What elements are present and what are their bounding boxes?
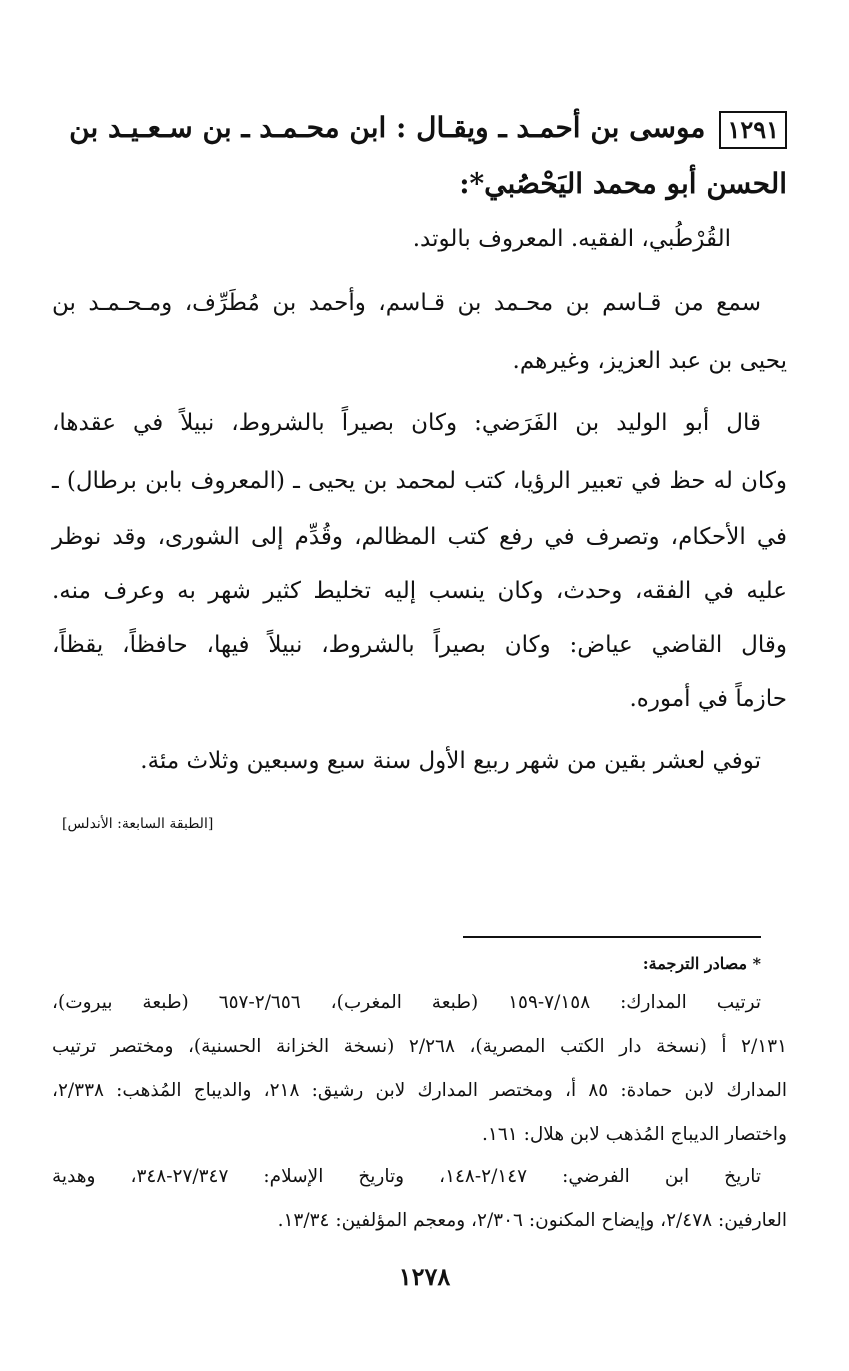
- entry-number-box: ١٢٩١: [719, 111, 787, 149]
- footnote-line-3: المدارك لابن حمادة: ٨٥ أ، ومختصر المدارك لابن رشيق: ٢١٨، والديباج المُذهب: ٢/٣٣٨،: [52, 1080, 787, 1101]
- body-line-4: قال أبو الوليد بن الفَرَضي: وكان بصيراً بالشروط، نبيلاً في عقدها،: [52, 410, 761, 436]
- entry-title-line1: موسى بن أحمـد ـ ويقـال : ابن محـمـد ـ بن سـعـيـد بن: [69, 111, 706, 144]
- body-line-6: في الأحكام، وتصرف في رفع كتب المظالم، وقُدِّم إلى الشورى، وقد نوظر: [52, 524, 787, 550]
- footnote-line-1: ترتيب المدارك: ٧/١٥٨-١٥٩ (طبعة المغرب)، ٢/٦٥٦-٦٥٧ (طبعة بيروت)،: [52, 992, 761, 1013]
- footnote-line-2: ٢/١٣١ أ (نسخة دار الكتب المصرية)، ٢/٢٦٨ (نسخة الخزانة الحسنية)، ومختصر ترتيب: [52, 1036, 788, 1057]
- body-line-8: وقال القاضي عياض: وكان بصيراً بالشروط، نبيلاً فيها، حافظاً، يقظاً،: [52, 632, 787, 658]
- footnote-line-6: العارفين: ٢/٤٧٨، وإيضاح المكنون: ٢/٣٠٦، ومعجم المؤلفين: ١٣/٣٤.: [277, 1210, 787, 1231]
- footnote-line-4: واختصار الديباج المُذهب لابن هلال: ١٦١.: [482, 1124, 787, 1145]
- body-line-9: حازماً في أموره.: [629, 686, 787, 712]
- body-line-5: وكان له حظ في تعبير الرؤيا، كتب لمحمد بن يحيى ـ (المعروف بابن برطال) ـ: [52, 468, 787, 494]
- body-line-2: سمع من قـاسم بن محـمد بن قـاسم، وأحمد بن مُطَرِّف، ومـحـمـد بن: [52, 290, 761, 316]
- footnote-separator: [463, 936, 761, 938]
- body-line-1: القُرْطُبي، الفقيه. المعروف بالوتد.: [412, 226, 731, 252]
- footnote-title: * مصادر الترجمة:: [642, 954, 761, 973]
- body-line-7: عليه في الفقه، وحدث، وكان ينسب إليه تخليط كثير شهر به وعرف منه.: [52, 578, 787, 604]
- footnote-line-5: تاريخ ابن الفرضي: ٢/١٤٧-١٤٨، وتاريخ الإسلام: ٢٧/٣٤٧-٣٤٨، وهدية: [52, 1166, 761, 1187]
- entry-heading: [52, 100, 787, 212]
- entry-title-line2: الحسن أبو محمد اليَحْصُبي*:: [459, 167, 787, 200]
- classification-tag: [الطبقة السابعة: الأندلس]: [62, 816, 214, 832]
- body-line-10: توفي لعشر بقين من شهر ربيع الأول سنة سبع وسبعين وثلاث مئة.: [140, 748, 761, 774]
- page-number: ١٢٧٨: [398, 1262, 451, 1291]
- body-line-3: يحيى بن عبد العزيز، وغيرهم.: [512, 348, 787, 374]
- entry-heading-line1: [52, 100, 787, 156]
